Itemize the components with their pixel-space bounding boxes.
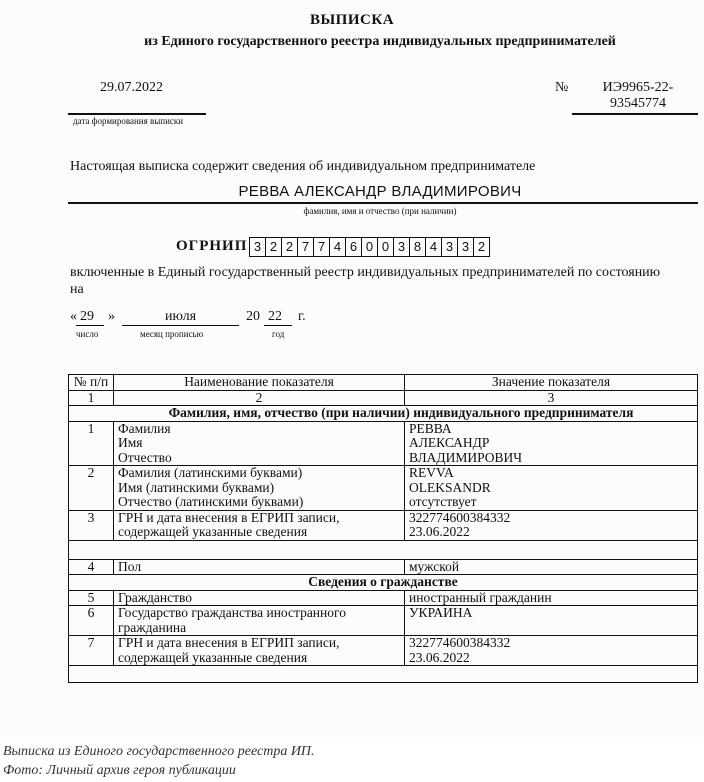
row-name-line: содержащей указанные сведения (118, 524, 308, 539)
ogrnip-digit: 3 (457, 237, 474, 257)
state-century: 20 (246, 309, 260, 324)
col-number: 3 (405, 390, 698, 406)
section-row (69, 406, 698, 422)
row-name-line: Отчество (латинскими буквами) (118, 494, 304, 509)
empty-row (69, 540, 698, 559)
ogrnip-digit: 7 (313, 237, 330, 257)
extract-date: 29.07.2022 (100, 80, 163, 95)
table-row (69, 510, 698, 540)
row-value-line: OLEKSANDR (409, 479, 491, 495)
state-day: 29 (80, 309, 94, 324)
ogrnip-digit: 4 (425, 237, 442, 257)
empty-cell (69, 666, 698, 683)
caption-line: Выписка из Единого государственного реестра ИП. (3, 744, 315, 759)
row-name-cell (114, 606, 405, 636)
ogrnip-digit: 4 (329, 237, 346, 257)
row-name: Гражданство (114, 590, 405, 606)
table-row (69, 559, 698, 575)
ogrnip-digit: 2 (281, 237, 298, 257)
row-value-line: АЛЕКСАНДР (409, 435, 490, 450)
entrepreneur-name: РЕВВА АЛЕКСАНДР ВЛАДИМИРОВИЧ (238, 183, 522, 200)
row-name-line: ГРН и дата внесения в ЕГРИП записи, (118, 635, 340, 650)
day-caption: число (76, 329, 99, 339)
table-row (69, 606, 698, 636)
day-underline (76, 325, 104, 326)
row-value-line: REVVA (409, 465, 454, 480)
row-name-line: Государство гражданства иностранного (118, 605, 346, 620)
ogrnip-digit: 3 (441, 237, 458, 257)
number-sign: № (555, 80, 569, 95)
ogrnip-digit: 3 (249, 237, 266, 257)
row-name-line: Имя (118, 435, 143, 450)
section-row (69, 575, 698, 591)
ogrnip-digit: 6 (345, 237, 362, 257)
close-quote: » (108, 309, 115, 324)
header-value: Значение показателя (405, 375, 698, 391)
section-fio-title: Фамилия, имя, отчество (при наличии) индивидуального предпринимателя (69, 406, 698, 422)
month-caption: месяц прописью (140, 329, 204, 339)
row-value-line: 322774600384332 (409, 635, 511, 650)
header-name: Наименование показателя (114, 375, 405, 391)
section-citizenship-title: Сведения о гражданстве (69, 575, 698, 591)
col-number: 2 (114, 390, 405, 406)
row-value-cell (405, 636, 698, 666)
row-name-line: Фамилия (118, 420, 171, 436)
table-header-row (69, 375, 698, 391)
date-caption: дата формирования выписки (73, 116, 184, 126)
ogrnip-digit: 8 (409, 237, 426, 257)
row-value-line: 23.06.2022 (409, 524, 470, 539)
row-name-line: Имя (латинскими буквами) (118, 479, 275, 495)
ogrnip-digit: 7 (297, 237, 314, 257)
row-name-line: содержащей указанные сведения (118, 649, 308, 665)
date-underline (68, 113, 206, 115)
included-text: включенные в Единый государственный реестр индивидуальных предпринимателей по состоянию на (70, 265, 661, 297)
row-value: УКРАИНА (405, 606, 698, 636)
row-value: иностранный гражданин (405, 590, 698, 606)
empty-cell (69, 540, 698, 559)
row-name-line: гражданина (118, 619, 187, 635)
year-underline (264, 325, 292, 326)
intro-text: Настоящая выписка содержит сведения об индивидуальном предпринимателе (70, 159, 536, 174)
row-number: 2 (69, 466, 114, 511)
row-name-line: Отчество (118, 449, 172, 465)
col-number: 1 (69, 390, 114, 406)
row-number: 3 (69, 510, 114, 540)
open-quote: « (70, 309, 77, 324)
row-value-line: отсутствует (409, 494, 477, 509)
row-name-cell (114, 636, 405, 666)
row-name: Пол (114, 559, 405, 575)
empty-row (69, 666, 698, 683)
row-name-cell (114, 466, 405, 511)
extract-table (68, 374, 698, 683)
row-name-line: Фамилия (латинскими буквами) (118, 465, 303, 480)
row-number: 5 (69, 590, 114, 606)
ogrnip-digit: 0 (377, 237, 394, 257)
table-row (69, 421, 698, 466)
row-value-cell (405, 421, 698, 466)
year-caption: год (272, 329, 285, 339)
ogrnip-digit: 0 (361, 237, 378, 257)
column-number-row (69, 390, 698, 406)
month-underline (122, 325, 239, 326)
extract-number: ИЭ9965-22-93545774 (602, 80, 674, 111)
row-name-cell (114, 421, 405, 466)
header-num: № п/п (69, 375, 114, 391)
document-subtitle: из Единого государственного реестра индивидуальных предпринимателей (144, 34, 616, 49)
row-value-line: ВЛАДИМИРОВИЧ (409, 449, 523, 465)
ogrnip-digit-boxes (249, 237, 489, 257)
row-number: 4 (69, 559, 114, 575)
document-title: ВЫПИСКА (309, 12, 395, 28)
row-name-line: ГРН и дата внесения в ЕГРИП записи, (118, 509, 340, 525)
row-value-line: 23.06.2022 (409, 649, 470, 665)
row-value-cell (405, 510, 698, 540)
ogrnip-digit: 3 (393, 237, 410, 257)
fio-underline (68, 202, 698, 204)
row-value-cell (405, 466, 698, 511)
ogrnip-label: ОГРНИП (176, 238, 248, 254)
ogrnip-digit: 2 (265, 237, 282, 257)
row-name-cell (114, 510, 405, 540)
table-row (69, 466, 698, 511)
row-value-line: РЕВВА (409, 420, 452, 436)
table-row (69, 636, 698, 666)
fio-caption: фамилия, имя и отчество (при наличии) (303, 206, 457, 216)
row-value: мужской (405, 559, 698, 575)
row-number: 7 (69, 636, 114, 666)
state-year: 22 (268, 309, 282, 324)
photo-caption (3, 742, 315, 780)
number-underline (572, 113, 698, 115)
ogrnip-digit: 2 (473, 237, 490, 257)
row-number: 1 (69, 421, 114, 466)
row-number: 6 (69, 606, 114, 636)
caption-credit: Фото: Личный архив героя публикации (3, 763, 236, 778)
state-month: июля (164, 309, 197, 324)
year-suffix: г. (298, 309, 306, 324)
row-value-line: 322774600384332 (409, 509, 511, 525)
table-row (69, 590, 698, 606)
